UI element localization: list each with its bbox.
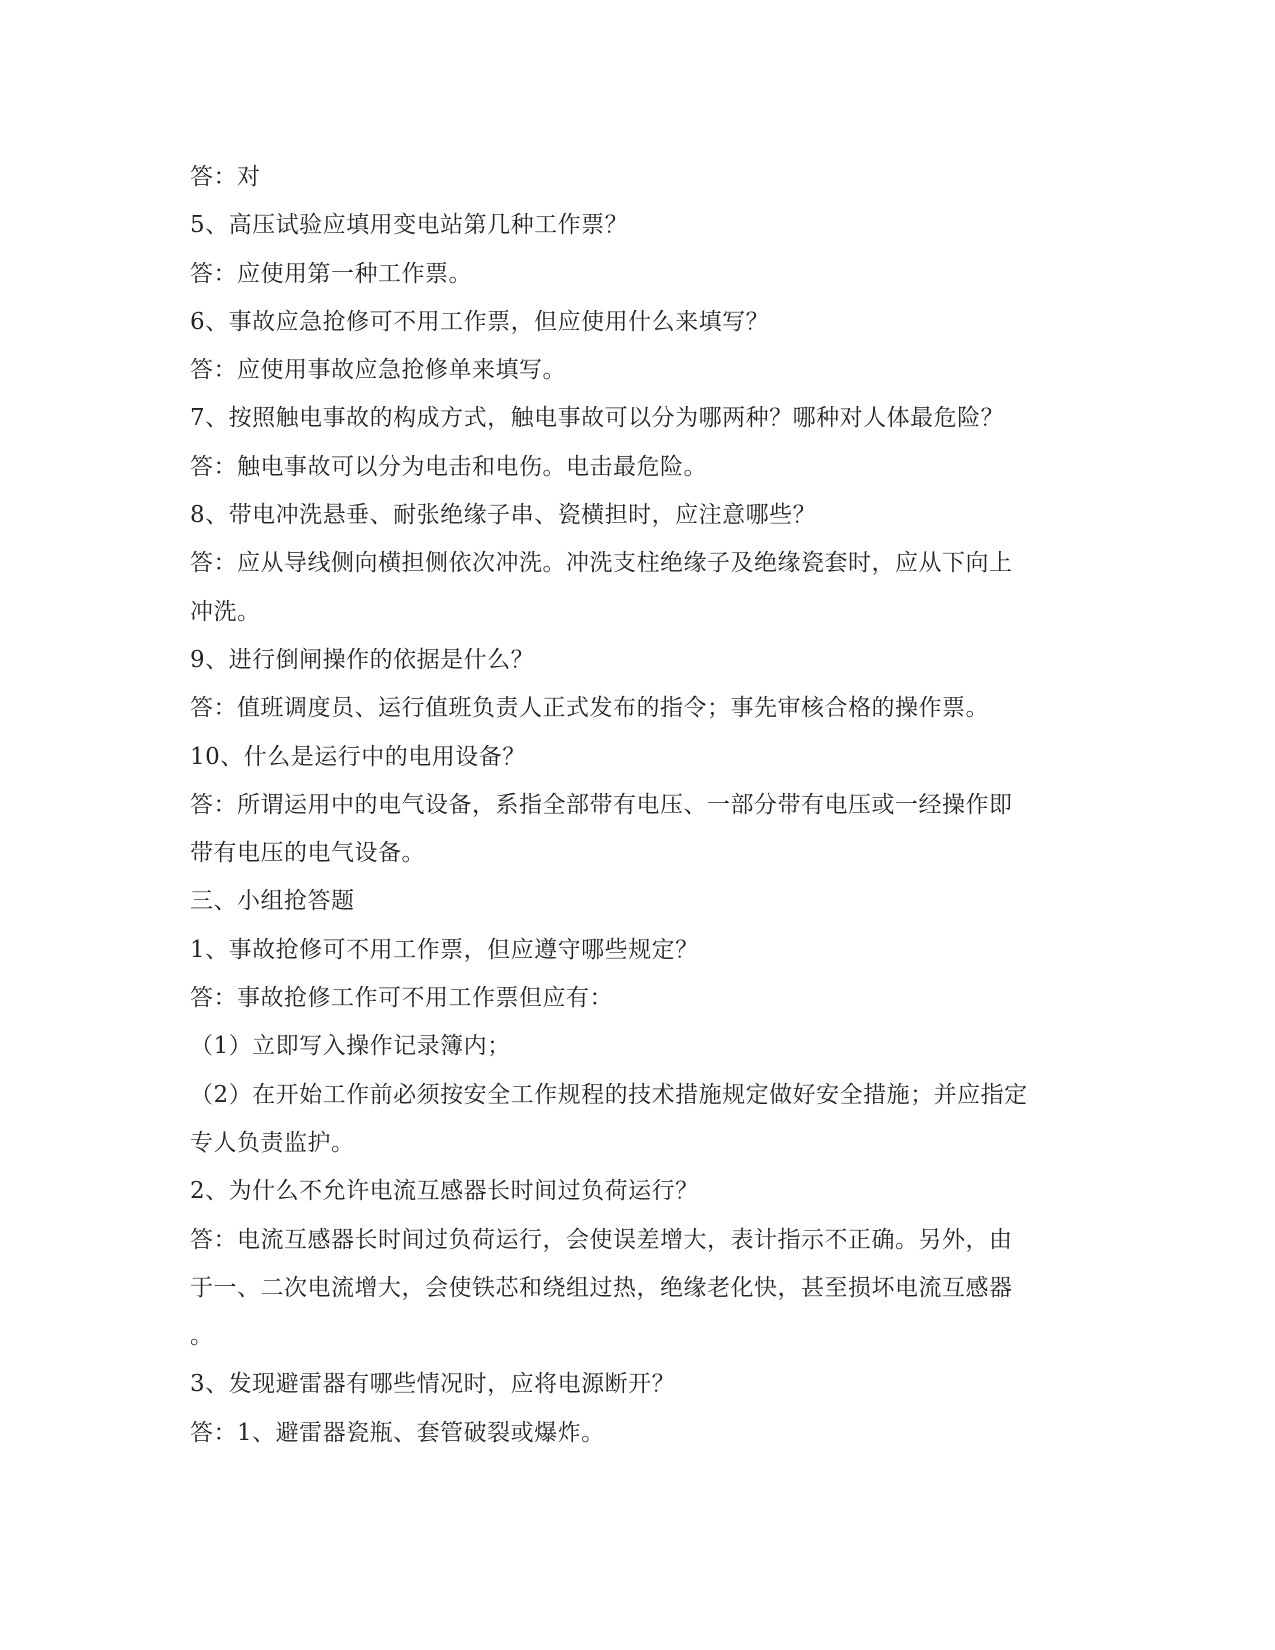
answer-line: 答：对 [190, 164, 261, 190]
question-line: 6、事故应急抢修可不用工作票，但应使用什么来填写？ [190, 308, 770, 335]
question-line: 10、什么是运行中的电用设备？ [190, 743, 526, 770]
answer-line: 答：1、避雷器瓷瓶、套管破裂或爆炸。 [190, 1419, 605, 1446]
question-line: 5、高压试验应填用变电站第几种工作票？ [190, 212, 629, 239]
answer-line: 答：事故抢修工作可不用工作票但应有： [190, 985, 613, 1012]
question-line: 3、发现避雷器有哪些情况时，应将电源断开？ [190, 1371, 676, 1398]
answer-line: 答：所谓运用中的电气设备，系指全部带有电压、一部分带有电压或一经操作即 [190, 791, 1013, 818]
question-line: 1、事故抢修可不用工作票，但应遵守哪些规定？ [190, 936, 699, 963]
answer-line: 答：值班调度员、运行值班负责人正式发布的指令；事先审核合格的操作票。 [190, 695, 989, 722]
question-line: 9、进行倒闸操作的依据是什么？ [190, 646, 535, 673]
answer-continuation-line: 于一、二次电流增大，会使铁芯和绕组过热，绝缘老化快，甚至损坏电流互感器 [190, 1274, 1013, 1301]
answer-continuation-line: 带有电压的电气设备。 [190, 840, 425, 867]
question-line: 7、按照触电事故的构成方式，触电事故可以分为哪两种？哪种对人体最危险？ [190, 405, 1005, 432]
answer-line: 答：触电事故可以分为电击和电伤。电击最危险。 [190, 453, 707, 480]
answer-list-item: （2）在开始工作前必须按安全工作规程的技术措施规定做好安全措施；并应指定 [190, 1081, 1028, 1108]
answer-line: 答：应从导线侧向横担侧依次冲洗。冲洗支柱绝缘子及绝缘瓷套时，应从下向上 [190, 550, 1013, 577]
question-line: 8、带电冲洗悬垂、耐张绝缘子串、瓷横担时，应注意哪些？ [190, 502, 817, 529]
answer-continuation-line: 冲洗。 [190, 598, 261, 625]
answer-continuation-line: 专人负责监护。 [190, 1129, 355, 1156]
answer-list-item: （1）立即写入操作记录簿内； [190, 1033, 511, 1060]
document-body [190, 153, 1090, 1457]
answer-line: 答：应使用第一种工作票。 [190, 260, 472, 287]
answer-line: 答：电流互感器长时间过负荷运行，会使误差增大，表计指示不正确。另外，由 [190, 1226, 1013, 1253]
answer-line: 答：应使用事故应急抢修单来填写。 [190, 357, 566, 384]
section-heading: 三、小组抢答题 [190, 888, 355, 915]
answer-continuation-line: 。 [190, 1323, 214, 1350]
question-line: 2、为什么不允许电流互感器长时间过负荷运行？ [190, 1178, 699, 1205]
